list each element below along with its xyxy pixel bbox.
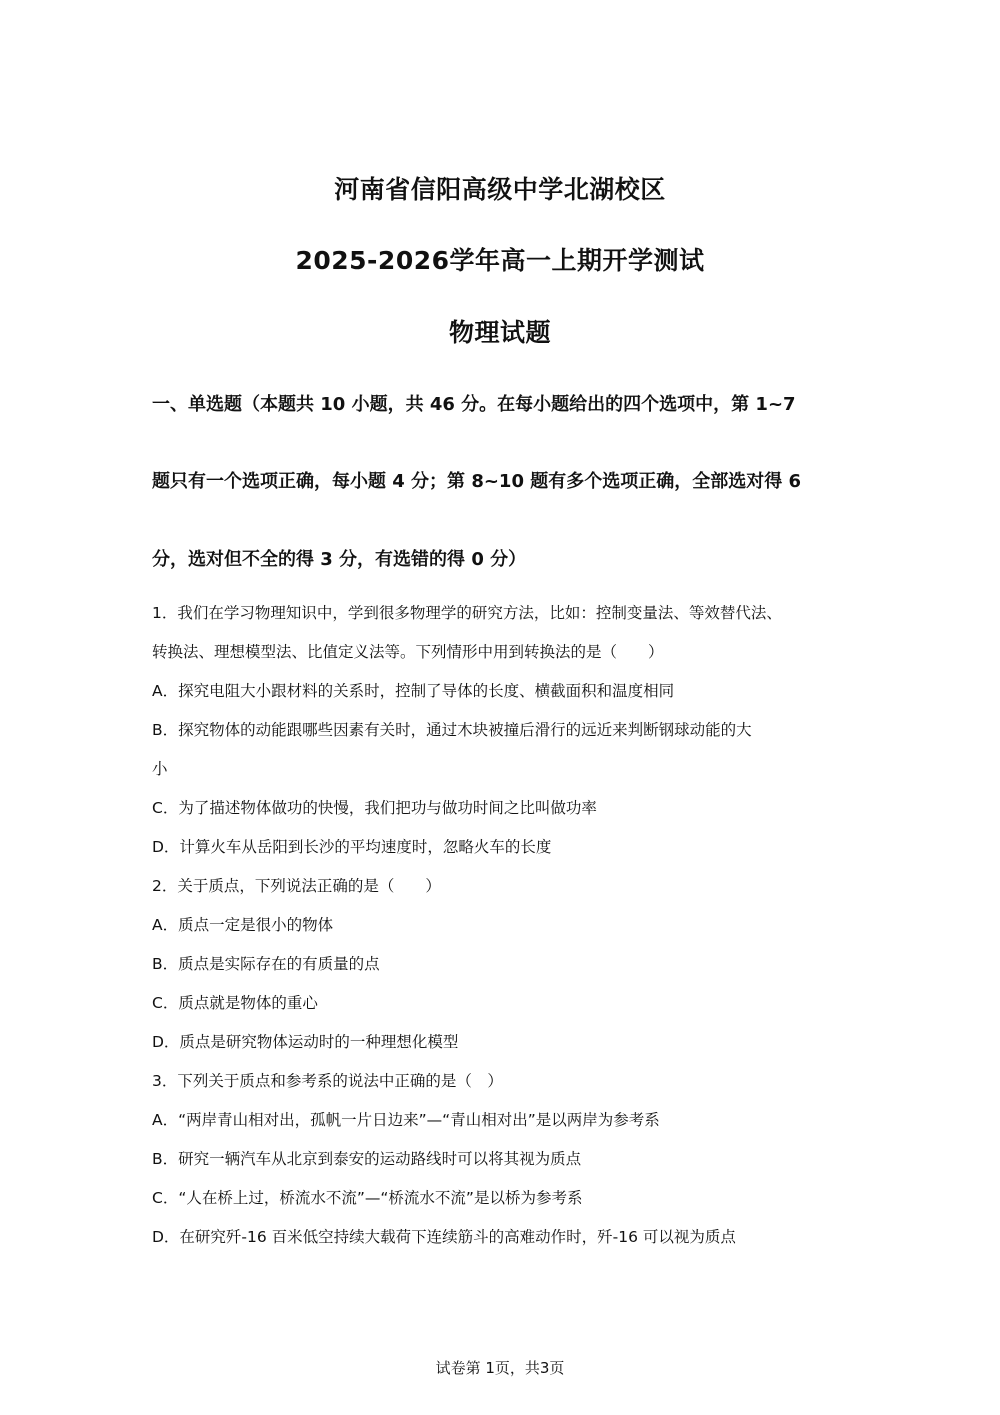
school-title: 河南省信阳高级中学北湖校区: [334, 175, 666, 204]
question-2-option-d: D．质点是研究物体运动时的一种理想化模型: [152, 1033, 459, 1051]
section-heading-line-2: 题只有一个选项正确，每小题 4 分；第 8~10 题有多个选项正确，全部选对得 6: [152, 471, 802, 492]
subject-title: 物理试题: [448, 318, 551, 347]
question-2-option-c: C．质点就是物体的重心: [152, 994, 318, 1012]
question-3-option-d: D．在研究歼-16 百米低空持续大载荷下连续筋斗的高难动作时，歼-16 可以视为质点: [152, 1228, 736, 1246]
question-1-stem-line-2: 转换法、理想模型法、比值定义法等。下列情形中用到转换法的是（ ）: [152, 643, 664, 661]
section-heading-line-1: 一、单选题（本题共 10 小题，共 46 分。在每小题给出的四个选项中，第 1~7: [152, 394, 796, 415]
question-1-option-b: B．探究物体的动能跟哪些因素有关时，通过木块被撞后滑行的远近来判断钢球动能的大: [152, 721, 752, 739]
question-3-option-b: B．研究一辆汽车从北京到泰安的运动路线时可以将其视为质点: [152, 1150, 582, 1168]
question-2-option-b: B．质点是实际存在的有质量的点: [152, 955, 380, 973]
question-1-option-b-continued: 小: [152, 760, 168, 778]
question-1-stem-line-1: 1．我们在学习物理知识中，学到很多物理学的研究方法，比如：控制变量法、等效替代法、: [152, 604, 782, 622]
question-1-option-a: A．探究电阻大小跟材料的关系时，控制了导体的长度、横截面积和温度相同: [152, 682, 675, 700]
page-footer: 试卷第 1页，共3页: [435, 1359, 565, 1377]
question-1-option-c: C．为了描述物体做功的快慢，我们把功与做功时间之比叫做功率: [152, 799, 597, 817]
exam-title: 2025-2026学年高一上期开学测试: [295, 246, 705, 275]
question-3-option-a: A．“两岸青山相对出，孤帆一片日边来”—“青山相对出”是以两岸为参考系: [152, 1111, 660, 1129]
question-3-option-c: C．“人在桥上过，桥流水不流”—“桥流水不流”是以桥为参考系: [152, 1189, 583, 1207]
question-1-option-d: D．计算火车从岳阳到长沙的平均速度时，忽略火车的长度: [152, 838, 552, 856]
question-2-stem: 2．关于质点，下列说法正确的是（ ）: [152, 877, 441, 895]
section-heading-line-3: 分，选对但不全的得 3 分，有选错的得 0 分）: [152, 549, 527, 570]
question-2-option-a: A．质点一定是很小的物体: [152, 916, 334, 934]
question-3-stem: 3．下列关于质点和参考系的说法中正确的是（ ）: [152, 1072, 503, 1090]
